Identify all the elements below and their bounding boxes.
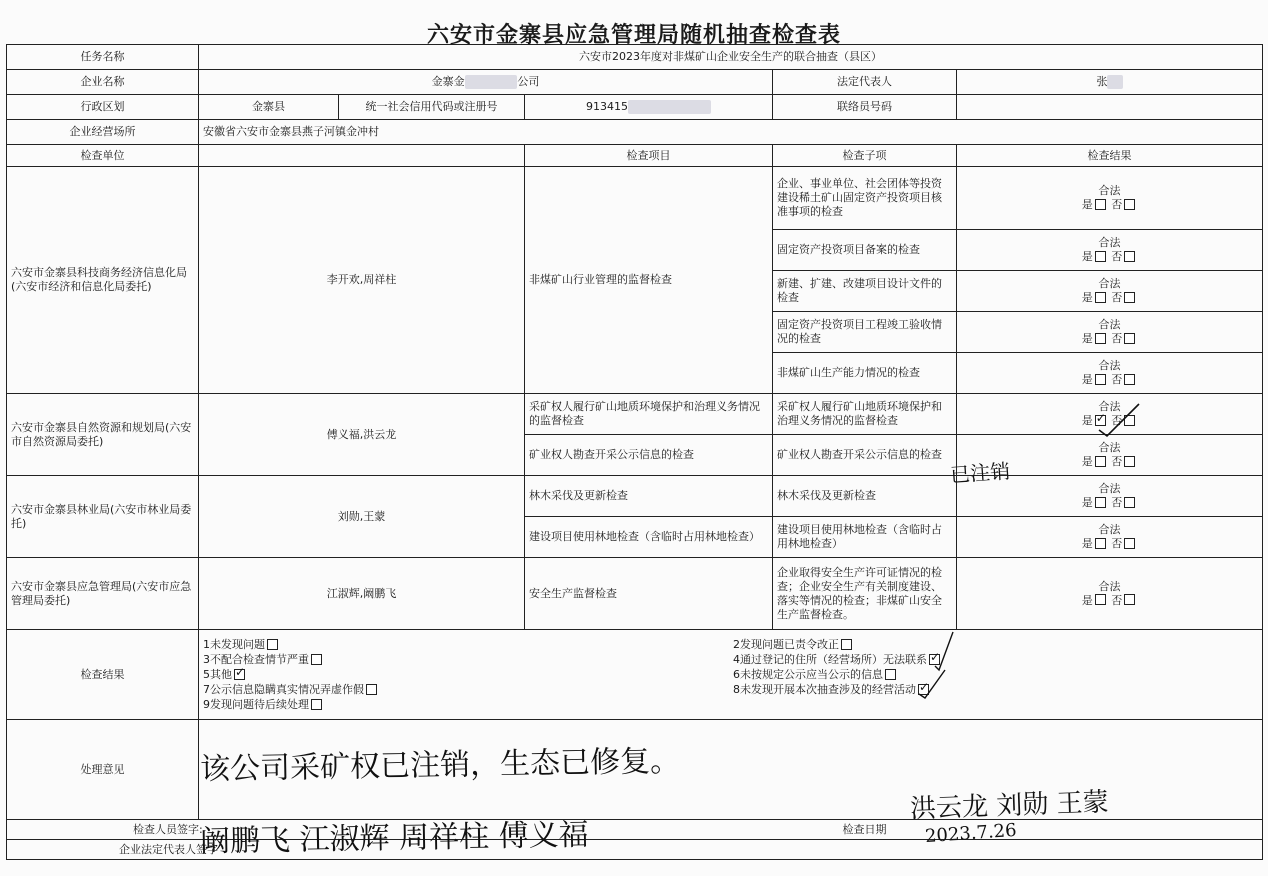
result-cell xyxy=(957,167,1263,230)
option-9 xyxy=(203,697,733,712)
credit-code-label: 统一社会信用代码或注册号 xyxy=(339,95,525,120)
option-label: 1未发现问题 xyxy=(203,638,265,651)
result-cell xyxy=(957,312,1263,353)
option-checkbox[interactable] xyxy=(267,639,278,650)
legal-label: 合法 xyxy=(1098,523,1121,536)
no-checkbox[interactable] xyxy=(1124,251,1135,262)
yes-label: 是 xyxy=(1081,593,1093,607)
legal-sign-label: 企业法定代表人签字 xyxy=(7,840,1263,860)
no-checkbox[interactable] xyxy=(1124,456,1135,467)
legal-label: 合法 xyxy=(1098,277,1121,290)
unit-4-inspectors: 江淑辉,阚鹏飞 xyxy=(199,558,525,630)
legal-label: 合法 xyxy=(1098,482,1121,495)
no-label: 否 xyxy=(1111,291,1123,304)
task-name-label: 任务名称 xyxy=(7,45,199,70)
no-checkbox[interactable] xyxy=(1124,292,1135,303)
company-name-label: 企业名称 xyxy=(7,70,199,95)
handwritten-date: 2023.7.26 xyxy=(924,819,1018,848)
unit-4-item-1: 安全生产监督检查 xyxy=(525,558,773,630)
unit-1-subitem-5: 非煤矿山生产能力情况的检查 xyxy=(773,353,957,394)
row-task-name xyxy=(7,45,1263,70)
result-cell xyxy=(957,558,1263,630)
yes-checkbox[interactable] xyxy=(1095,292,1106,303)
option-3 xyxy=(203,652,733,667)
option-checkbox-checked[interactable] xyxy=(234,669,245,680)
no-label: 否 xyxy=(1111,455,1123,468)
no-checkbox[interactable] xyxy=(1124,594,1135,605)
result-section-label: 检查结果 xyxy=(7,630,199,720)
unit-3-item-1: 林木采伐及更新检查 xyxy=(525,476,773,517)
option-label: 2发现问题已责令改正 xyxy=(733,638,839,651)
option-5 xyxy=(203,667,733,682)
unit-3-subitem-1: 林木采伐及更新检查 xyxy=(773,476,957,517)
redaction-block xyxy=(628,100,711,114)
no-label: 否 xyxy=(1111,198,1123,211)
result-options xyxy=(199,630,1263,720)
row-table-header xyxy=(7,145,1263,167)
row-inspector-sign xyxy=(7,820,1263,840)
contact-phone-label: 联络员号码 xyxy=(773,95,957,120)
unit-3-subitem-2: 建设项目使用林地检查（含临时占用林地检查） xyxy=(773,517,957,558)
handwritten-signatures-right: 洪云龙 刘勋 王蒙 xyxy=(909,787,1110,825)
unit-2-inspectors: 傅义福,洪云龙 xyxy=(199,394,525,476)
yes-checkbox[interactable] xyxy=(1095,497,1106,508)
row-admin-region xyxy=(7,95,1263,120)
yes-label: 是 xyxy=(1081,496,1093,509)
contact-phone-value xyxy=(957,95,1263,120)
no-checkbox[interactable] xyxy=(1124,199,1135,210)
no-checkbox[interactable] xyxy=(1124,374,1135,385)
result-options-right xyxy=(733,637,1233,712)
company-name-value xyxy=(199,70,773,95)
option-label: 4通过登记的住所（经营场所）无法联系 xyxy=(733,653,927,666)
option-label: 3不配合检查情节严重 xyxy=(203,653,309,666)
admin-region-label: 行政区划 xyxy=(7,95,199,120)
yes-checkbox[interactable] xyxy=(1095,199,1106,210)
no-checkbox[interactable] xyxy=(1124,538,1135,549)
result-cell xyxy=(957,271,1263,312)
unit-3-name: 六安市金寨县林业局(六安市林业局委托) xyxy=(7,476,199,558)
legal-label: 合法 xyxy=(1098,318,1121,331)
yes-label: 是 xyxy=(1081,373,1093,386)
business-place-value: 安徽省六安市金寨县燕子河镇金冲村 xyxy=(199,120,1263,145)
no-label: 否 xyxy=(1111,373,1123,386)
yes-checkbox[interactable] xyxy=(1095,538,1106,549)
credit-code-prefix: 913415 xyxy=(586,100,629,113)
option-label: 8未发现开展本次抽查涉及的经营活动 xyxy=(733,683,916,696)
option-label: 7公示信息隐瞒真实情况弄虚作假 xyxy=(203,683,364,696)
unit-1-subitem-3: 新建、扩建、改建项目设计文件的检查 xyxy=(773,271,957,312)
admin-region-value: 金寨县 xyxy=(199,95,339,120)
yes-label: 是 xyxy=(1081,414,1093,427)
unit-1-name: 六安市金寨县科技商务经济信息化局(六安市经济和信息化局委托) xyxy=(7,167,199,394)
legal-label: 合法 xyxy=(1098,441,1121,454)
legal-label: 合法 xyxy=(1098,236,1121,249)
yes-checkbox[interactable] xyxy=(1095,251,1106,262)
unit-2-subitem-2: 矿业权人勘查开采公示信息的检查 xyxy=(773,435,957,476)
redaction-block xyxy=(1107,75,1122,89)
unit-1-subitem-4: 固定资产投资项目工程竣工验收情况的检查 xyxy=(773,312,957,353)
no-label: 否 xyxy=(1111,537,1123,550)
yes-label: 是 xyxy=(1081,250,1093,263)
handwritten-opinion: 该公司采矿权已注销，生态已修复。 xyxy=(199,743,681,788)
handwritten-signatures: 阚鹏飞 江淑辉 周祥柱 傅义福 xyxy=(199,817,589,860)
row-unit-3-sub-1 xyxy=(7,476,1263,517)
task-name-value: 六安市2023年度对非煤矿山企业安全生产的联合抽查（县区） xyxy=(199,45,1263,70)
unit-2-item-1: 采矿权人履行矿山地质环境保护和治理义务情况的监督检查 xyxy=(525,394,773,435)
row-result-options xyxy=(7,630,1263,720)
option-2 xyxy=(733,637,1233,652)
pen-stroke-icon xyxy=(1095,400,1145,440)
unit-4-name: 六安市金寨县应急管理局(六安市应急管理局委托) xyxy=(7,558,199,630)
yes-label: 是 xyxy=(1081,198,1093,211)
legal-label: 合法 xyxy=(1098,400,1121,413)
handwritten-side-note: 已注销 xyxy=(949,458,1011,488)
unit-1-subitem-2: 固定资产投资项目备案的检查 xyxy=(773,230,957,271)
yes-label: 是 xyxy=(1081,455,1093,468)
col-header-subitem: 检查子项 xyxy=(773,145,957,167)
option-checkbox[interactable] xyxy=(366,684,377,695)
no-label: 否 xyxy=(1111,414,1123,427)
row-unit-4-sub-1 xyxy=(7,558,1263,630)
option-1 xyxy=(203,637,733,652)
col-header-item: 检查项目 xyxy=(525,145,773,167)
unit-2-name: 六安市金寨县自然资源和规划局(六安市自然资源局委托) xyxy=(7,394,199,476)
unit-4-subitem-1: 企业取得安全生产许可证情况的检查；企业安全生产有关制度建设、落实等情况的检查；非煤矿山安全生产监督检查。 xyxy=(773,558,957,630)
option-label: 5其他 xyxy=(203,668,232,681)
result-options-left xyxy=(199,637,733,712)
yes-label: 是 xyxy=(1081,332,1093,345)
credit-code-value xyxy=(525,95,773,120)
option-6 xyxy=(733,667,1233,682)
result-cell xyxy=(957,517,1263,558)
unit-3-inspectors: 刘勋,王蒙 xyxy=(199,476,525,558)
option-checkbox[interactable] xyxy=(311,699,322,710)
no-label: 否 xyxy=(1111,250,1123,263)
unit-1-item: 非煤矿山行业管理的监督检查 xyxy=(525,167,773,394)
option-checkbox[interactable] xyxy=(841,639,852,650)
no-checkbox[interactable] xyxy=(1124,333,1135,344)
row-business-place xyxy=(7,120,1263,145)
business-place-label: 企业经营场所 xyxy=(7,120,199,145)
col-header-result: 检查结果 xyxy=(957,145,1263,167)
no-checkbox[interactable] xyxy=(1124,497,1135,508)
yes-label: 是 xyxy=(1081,537,1093,550)
yes-checkbox[interactable] xyxy=(1095,374,1106,385)
redaction-block xyxy=(465,75,518,89)
result-cell xyxy=(957,353,1263,394)
legal-label: 合法 xyxy=(1098,359,1121,372)
result-cell xyxy=(957,230,1263,271)
row-company-name xyxy=(7,70,1263,95)
pen-stroke-icon xyxy=(905,630,955,700)
yes-label: 是 xyxy=(1081,291,1093,304)
yes-checkbox[interactable] xyxy=(1095,456,1106,467)
legal-rep-value xyxy=(957,70,1263,95)
company-name-suffix: 公司 xyxy=(517,75,540,88)
option-8 xyxy=(733,682,1233,697)
unit-2-subitem-1: 采矿权人履行矿山地质环境保护和治理义务情况的监督检查 xyxy=(773,394,957,435)
col-header-unit: 检查单位 xyxy=(7,145,199,167)
company-name-prefix: 金寨金 xyxy=(431,75,465,88)
legal-label: 合法 xyxy=(1098,579,1121,593)
option-checkbox[interactable] xyxy=(885,669,896,680)
unit-2-item-2: 矿业权人勘查开采公示信息的检查 xyxy=(525,435,773,476)
unit-1-subitem-1: 企业、事业单位、社会团体等投资建设稀土矿山固定资产投资项目核准事项的检查 xyxy=(773,167,957,230)
inspector-sign-label: 检查人员签字: xyxy=(7,820,773,840)
no-label: 否 xyxy=(1111,496,1123,509)
yes-checkbox[interactable] xyxy=(1095,594,1106,605)
col-header-inspector xyxy=(199,145,525,167)
option-checkbox[interactable] xyxy=(311,654,322,665)
row-unit-2-sub-1 xyxy=(7,394,1263,435)
no-label: 否 xyxy=(1111,593,1123,607)
row-unit-1-sub-1 xyxy=(7,167,1263,230)
unit-3-item-2: 建设项目使用林地检查（含临时占用林地检查） xyxy=(525,517,773,558)
row-legal-sign xyxy=(7,840,1263,860)
legal-rep-name: 张 xyxy=(1096,75,1108,88)
unit-1-inspectors: 李开欢,周祥柱 xyxy=(199,167,525,394)
legal-label: 合法 xyxy=(1098,184,1121,197)
option-label: 6未按规定公示应当公示的信息 xyxy=(733,668,883,681)
opinion-label: 处理意见 xyxy=(7,720,199,820)
no-label: 否 xyxy=(1111,332,1123,345)
option-7 xyxy=(203,682,733,697)
legal-rep-label: 法定代表人 xyxy=(773,70,957,95)
option-4 xyxy=(733,652,1233,667)
inspect-date-label: 检查日期 xyxy=(773,820,1263,840)
page-title: 六安市金寨县应急管理局随机抽查检查表 xyxy=(426,23,841,48)
yes-checkbox[interactable] xyxy=(1095,333,1106,344)
option-label: 9发现问题待后续处理 xyxy=(203,698,309,711)
